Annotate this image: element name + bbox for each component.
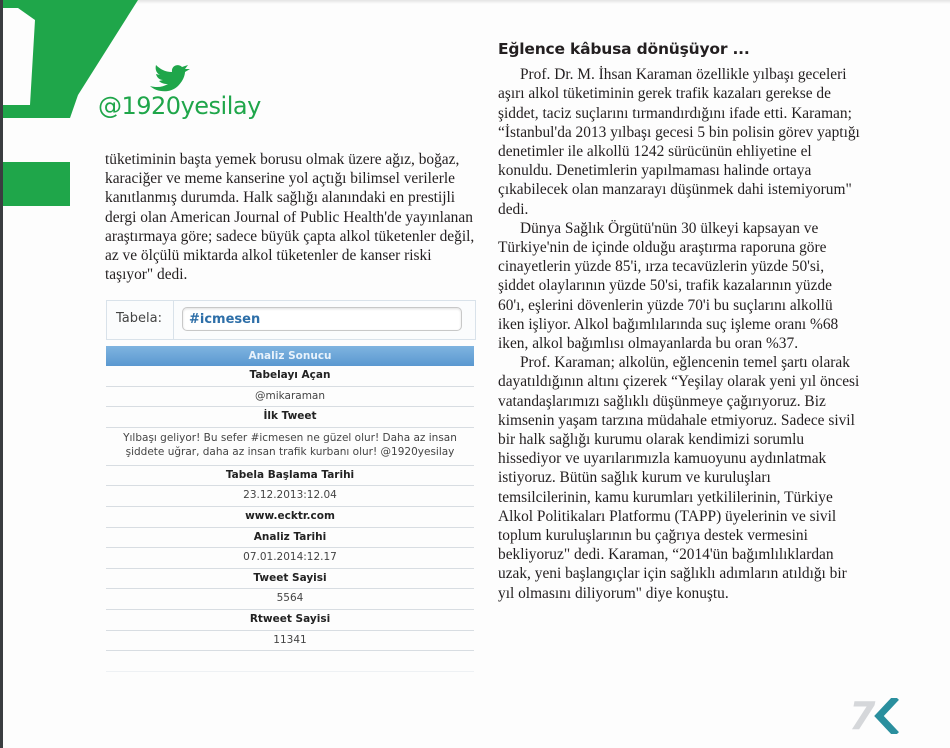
result-header: Analiz Sonucu [106, 346, 474, 366]
row-label-first-tweet: İlk Tweet [106, 407, 474, 428]
question-mark-dot [3, 162, 70, 206]
left-column [105, 150, 475, 284]
row-label-start-date: Tabela Başlama Tarihi [106, 466, 474, 487]
right-paragraph-1: Prof. Dr. M. İhsan Karaman özellikle yılbaşı geceleri aşırı alkol tüketiminin gerek trafik kazaları gerekse de şiddet, taciz suçlarını tırmandırdığını ifade etti. Karaman; “İstanbul'da 2013 yılbaşı gecesi 5 bin polisin görev yaptığı denetimler ile alkollü 1242 sürücünün ehliyetine el konuldu. Denetimlerin yapılmaması halinde ortaya çıkabilecek olan manzarayı düşünmek dahi istemiyorum" dedi. [498, 66, 860, 218]
page-number: 7 [849, 694, 876, 738]
row-value-start-date: 23.12.2013:12.04 [106, 486, 474, 507]
row-site-link[interactable]: www.ecktr.com [106, 507, 474, 528]
analysis-result-table [106, 346, 474, 672]
row-label-tweet-count: Tweet Sayisi [106, 569, 474, 590]
row-label-opener: Tabelayı Açan [106, 366, 474, 387]
chevron-left-icon[interactable] [874, 698, 900, 734]
tabela-bar [106, 300, 476, 340]
right-paragraph-3: Prof. Karaman; alkolün, eğlencenin temel şartı olarak dayatıldığının altını çizerek “Yeşilay olarak yeni yıl öncesi vatandaşlarımızı sağlıklı düşünmeye çağırıyoruz. Biz kimsenin yaşam tarzına müdahale etmiyoruz. Sadece sivil bir halk sağlığı kurumu olarak kendimizi sorumlu hissediyor ve uyarılarımızla kamuoyunu aydınlatmak istiyoruz. Bütün sağlık kurum ve kuruluşları temsilcilerinin, kamu kurumları yetkililerinin, Türkiye Alkol Politikaları Platformu (TAPP) üyelerinin ve sivil toplum kuruluşlarının bu çağrıya destek vermesini bekliyoruz" dedi. Karaman, “2014'ün bağımlılıklardan uzak, yeni başlangıçlar için sağlıklı adımların atıldığı bir yıl olmasını diliyorum" diye konuştu. [498, 354, 860, 602]
right-paragraph-2: Dünya Sağlık Örgütü'nün 30 ülkeyi kapsayan ve Türkiye'nin de içinde olduğu araştırma raporuna göre cinayetlerin yüzde 85'i, ırza tecavüzlerin yüzde 50'si, şiddet olaylarının yüzde 50'si, trafik kazalarının yüzde 60'ı, eşlerini dövenlerin yüzde 70'i bu suçlarını alkollü iken işliyor. Alkol bağımlılarında suç işleme oranı %68 iken, alkol bağımlısı olmayanlarda bu oran %37. [498, 219, 839, 353]
twitter-bird-icon [148, 64, 192, 94]
section-heading: Eğlence kâbusa dönüşüyor ... [498, 40, 750, 58]
left-paragraph: tüketiminin başta yemek borusu olmak üzere ağız, boğaz, karaciğer ve meme kanserine yol açtığı bilimsel verilerle kanıtlanmış durumda. Halk sağlığı alanındaki en prestijli dergi olan American Journal of Public Health'de yayınlanan araştırmaya göre; sadece büyük çapta alkol tüketenler değil, az ve ölçülü miktarda alkol tüketenler de kanser riski taşıyor" dedi. [105, 151, 475, 284]
row-value-tweet-count: 5564 [106, 589, 474, 610]
row-value-opener: @mikaraman [106, 387, 474, 408]
row-empty [106, 651, 474, 672]
twitter-handle[interactable]: @1920yesilay [98, 92, 261, 120]
tabela-label: Tabela: [116, 311, 162, 326]
row-label-analysis-date: Analiz Tarihi [106, 528, 474, 549]
tabela-input[interactable]: #icmesen [182, 307, 462, 331]
page-spine [0, 0, 3, 748]
row-value-analysis-date: 07.01.2014:12.17 [106, 548, 474, 569]
row-label-retweet-count: Rtweet Sayisi [106, 610, 474, 631]
right-column [498, 40, 860, 603]
row-value-retweet-count: 11341 [106, 631, 474, 652]
hashtag-analysis-screenshot [106, 300, 476, 670]
tabela-divider [173, 301, 174, 339]
row-value-first-tweet: Yılbaşı geliyor! Bu sefer #icmesen ne güzel olur! Daha az insan şiddete uğrar, daha az insan trafik kurbanı olur! @1920yesilay [106, 428, 474, 466]
